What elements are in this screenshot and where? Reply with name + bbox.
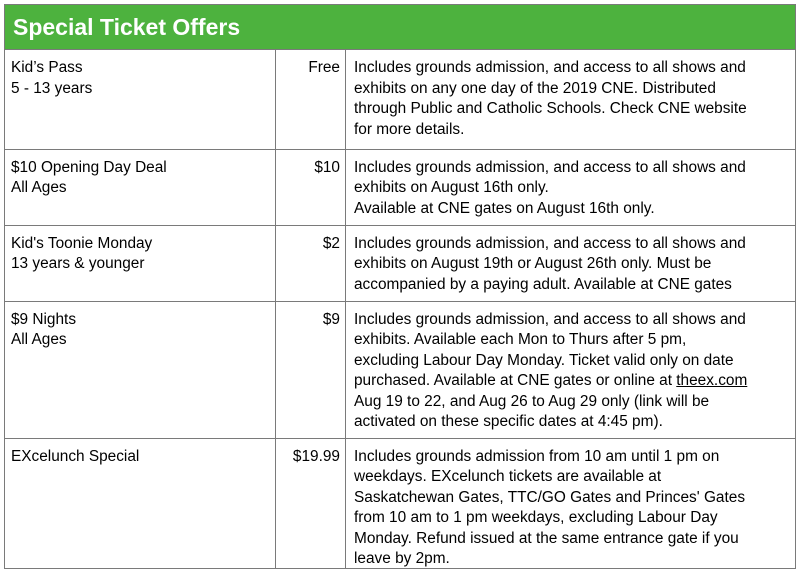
offer-audience: 5 - 13 years [11,79,93,97]
offer-audience: All Ages [11,331,67,348]
offer-name: $9 Nights [11,310,77,328]
description-line: exhibits on August 16th only. [354,179,549,196]
offer-description [346,301,796,438]
description-line: activated on these specific dates at 4:45 pm). [354,413,663,430]
offer-name: Kid’s Pass [11,59,83,76]
offer-name-cell [5,225,276,301]
description-line: Aug 19 to 22, and Aug 26 to Aug 29 only (link will be [354,392,710,410]
table-row [5,50,795,149]
offer-description [346,50,796,149]
offer-name-cell [5,438,276,569]
offer-price: $2 [276,225,346,301]
table-row [5,301,795,438]
table-row [5,438,795,569]
description-text: purchased. Available at CNE gates or online at [354,372,672,389]
table-row [5,225,795,301]
description-line: Includes grounds admission, and access to all shows and [354,310,746,328]
description-line: excluding Labour Day Monday. Ticket valid only on date [354,351,734,369]
description-line: Saskatchewan Gates, TTC/GO Gates and Princes' Gates [354,488,746,506]
description-line: from 10 am to 1 pm weekdays, excluding Labour Day [354,509,718,526]
offer-description [346,438,796,569]
description-line: exhibits on any one day of the 2019 CNE. Distributed [354,79,716,97]
description-line: Monday. Refund issued at the same entrance gate if you [354,529,739,547]
description-line: accompanied by a paying adult. Available at CNE gates [354,275,732,293]
offer-name-cell [5,301,276,438]
description-line: weekdays. EXcelunch tickets are available at [354,468,662,485]
offer-audience: All Ages [11,179,67,196]
description-line: Includes grounds admission, and access to all shows and [354,158,746,176]
description-line: through Public and Catholic Schools. Check CNE website [354,100,747,117]
offer-name-cell [5,149,276,225]
description-line: Includes grounds admission, and access to all shows and [354,234,746,252]
theex-link[interactable]: theex.com [676,372,748,389]
table-title: Special Ticket Offers [5,5,795,50]
offer-audience: 13 years & younger [11,255,145,272]
ticket-offers-table [4,4,796,569]
description-line: Includes grounds admission from 10 am until 1 pm on [354,447,720,465]
offer-price: Free [276,50,346,149]
offer-name: $10 Opening Day Deal [11,158,167,176]
offer-name: EXcelunch Special [11,447,140,465]
description-line: exhibits. Available each Mon to Thurs after 5 pm, [354,331,687,348]
offer-price: $9 [276,301,346,438]
description-line: leave by 2pm. [354,550,450,567]
description-line [354,371,791,392]
description-line: exhibits on August 19th or August 26th only. Must be [354,255,712,272]
offer-price: $19.99 [276,438,346,569]
description-line: Available at CNE gates on August 16th only. [354,199,655,217]
offer-name: Kid's Toonie Monday [11,234,153,252]
offer-description [346,149,796,225]
description-line: for more details. [354,120,465,138]
offer-price: $10 [276,149,346,225]
offer-description [346,225,796,301]
offers-table [5,50,795,569]
description-line: Includes grounds admission, and access to all shows and [354,59,746,76]
offer-name-cell [5,50,276,149]
table-row [5,149,795,225]
